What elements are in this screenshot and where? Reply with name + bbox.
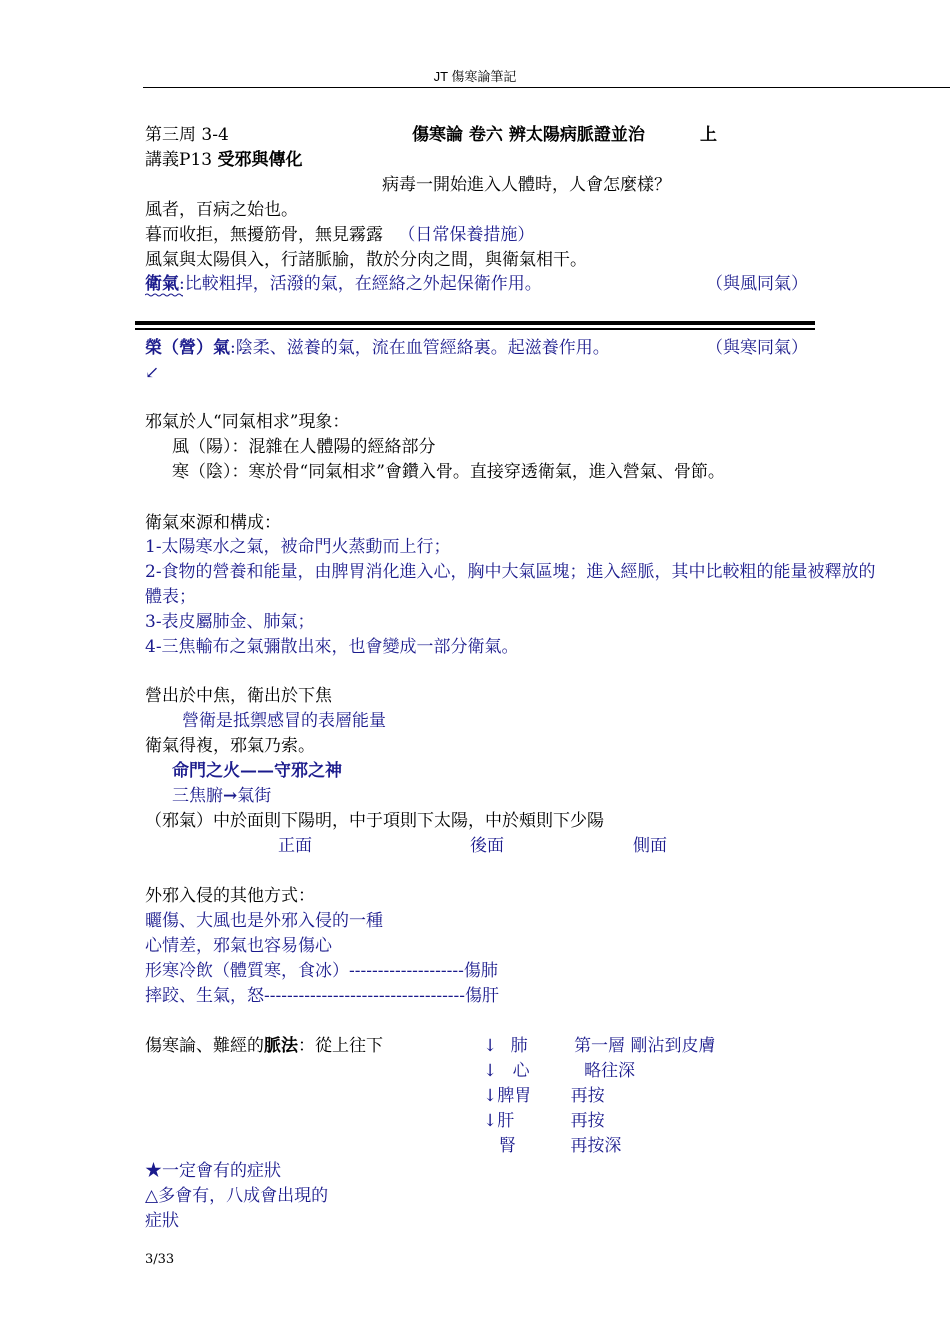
- wei-source-item-3: 3-表皮屬肺金、肺氣；: [145, 612, 315, 632]
- lecture-line: [145, 150, 302, 170]
- pulse-organ: 脾胃: [497, 1086, 532, 1106]
- pulse-organ: 心: [512, 1061, 530, 1081]
- same-qi-wind: 風（陽）：混雜在人體陽的經絡部分: [172, 437, 436, 457]
- down-arrow-icon: ↓: [483, 1036, 498, 1056]
- pulse-organ: 腎: [499, 1136, 516, 1156]
- ying-wei-line-2: 營衛是抵禦感冒的表層能量: [182, 711, 386, 731]
- pulse-row-5: [499, 1136, 621, 1156]
- right-arrow-icon: →: [223, 786, 238, 806]
- face-back-label: 後面: [470, 836, 504, 856]
- wei-source-heading: 衛氣來源和構成：: [145, 513, 281, 533]
- question-line: 病毒一開始進入人體時，人會怎麼樣？: [382, 175, 671, 195]
- pulse-desc: 再按: [570, 1111, 605, 1131]
- sanjiao-label: 三焦腑: [172, 786, 223, 806]
- wavy-underline: [145, 293, 183, 297]
- down-arrow-icon: ↓: [483, 1061, 498, 1081]
- face-side-label: 側面: [633, 836, 667, 856]
- chapter-part: 上: [700, 125, 717, 145]
- same-qi-heading: 邪氣於人“同氣相求”現象：: [145, 412, 350, 432]
- pulse-method-line: [145, 1036, 383, 1056]
- pulse-suffix: ：從上往下: [298, 1036, 383, 1056]
- other-way-1: 曬傷、大風也是外邪入侵的一種: [145, 911, 383, 931]
- pulse-desc: 略往深: [584, 1061, 636, 1081]
- running-header: [0, 66, 950, 85]
- chapter-title: 傷寒論 卷六 辨太陽病脈證並治: [412, 125, 645, 145]
- rong-qi-line: [145, 338, 610, 358]
- pulse-row-4: [483, 1111, 605, 1131]
- ying-wei-line-5: [172, 786, 271, 806]
- other-way-4: 摔跤、生氣，怒-----------------------------------傷肝: [145, 986, 500, 1006]
- text-line-1: 風者，百病之始也。: [145, 200, 298, 220]
- same-qi-cold: 寒（陰）：寒於骨“同氣相求”會鑽入骨。直接穿透衛氣，進入營氣、骨節。: [172, 462, 725, 482]
- wei-source-item-4: 4-三焦輸布之氣彌散出來，也會變成一部分衛氣。: [145, 637, 519, 657]
- week-label: 第三周 3-4: [145, 125, 229, 145]
- double-rule-top: [135, 321, 815, 325]
- pulse-desc: 再按: [570, 1086, 605, 1106]
- wei-qi-line: [145, 274, 542, 294]
- legend-triangle-cont: 症狀: [145, 1211, 179, 1231]
- lecture-ref: 講義P13: [145, 150, 213, 170]
- legend-star: ★一定會有的症狀: [145, 1161, 281, 1181]
- other-way-2: 心情差，邪氣也容易傷心: [145, 936, 332, 956]
- qijie-label: 氣街: [237, 786, 272, 806]
- double-rule-bottom: [135, 328, 815, 330]
- down-arrow-icon: ↓: [483, 1111, 498, 1131]
- legend-triangle: △多會有，八成會出現的: [145, 1186, 329, 1206]
- wei-source-item-2-cont: 體表；: [145, 587, 196, 607]
- wei-qi-note: （與風同氣）: [706, 274, 808, 294]
- down-left-arrow: ↙: [145, 363, 160, 383]
- pulse-organ: 肝: [497, 1111, 515, 1131]
- pulse-organ: 肺: [510, 1036, 528, 1056]
- wei-qi-term: 衛氣: [145, 274, 179, 294]
- face-front-label: 正面: [278, 836, 312, 856]
- pulse-row-1: [483, 1036, 715, 1056]
- wei-source-item-2: 2-食物的營養和能量，由脾胃消化進入心，胸中大氣區塊；進入經脈，其中比較粗的能量被釋放的: [145, 562, 876, 582]
- pulse-desc: 第一層 剛沾到皮膚: [574, 1036, 716, 1056]
- pulse-row-2: [483, 1061, 635, 1081]
- rong-qi-note: （與寒同氣）: [706, 338, 808, 358]
- topic-title: 受邪與傳化: [217, 150, 303, 170]
- other-way-3: 形寒冷飲（體質寒，食冰）--------------------傷肺: [145, 961, 498, 981]
- ying-wei-line-3: 衛氣得複，邪氣乃索。: [145, 736, 315, 756]
- text-line-2-main: 暮而收拒，無擾筋骨，無見霧露: [145, 225, 383, 245]
- pulse-prefix: 傷寒論、難經的: [145, 1036, 264, 1056]
- rong-qi-term: 榮（營）氣: [145, 338, 230, 358]
- header-title: JT 傷寒論筆記: [433, 69, 517, 84]
- pulse-desc: 再按深: [570, 1136, 622, 1156]
- pulse-row-3: [483, 1086, 605, 1106]
- text-line-3: 風氣與太陽俱入，行諸脈腧，散於分肉之間，與衛氣相干。: [145, 250, 587, 270]
- rong-qi-desc: :陰柔、滋養的氣，流在血管經絡裏。起滋養作用。: [230, 338, 610, 358]
- down-arrow-icon: ↓: [483, 1086, 498, 1106]
- header-rule: [143, 87, 950, 88]
- ying-wei-line-1: 營出於中焦，衛出於下焦: [145, 686, 332, 706]
- page-number: 3/33: [145, 1252, 175, 1267]
- pulse-term: 脈法: [264, 1036, 298, 1056]
- wei-source-item-1: 1-太陽寒水之氣，被命門火蒸動而上行；: [145, 537, 451, 557]
- other-ways-heading: 外邪入侵的其他方式：: [145, 886, 315, 906]
- ying-wei-line-6: （邪氣）中於面則下陽明，中于項則下太陽，中於頰則下少陽: [145, 811, 604, 831]
- text-line-2: [145, 225, 534, 245]
- ying-wei-line-4: 命門之火——守邪之神: [172, 761, 342, 781]
- wei-qi-desc: :比較粗捍，活潑的氣，在經絡之外起保衛作用。: [179, 274, 542, 294]
- text-line-2-note: （日常保養措施）: [398, 225, 535, 245]
